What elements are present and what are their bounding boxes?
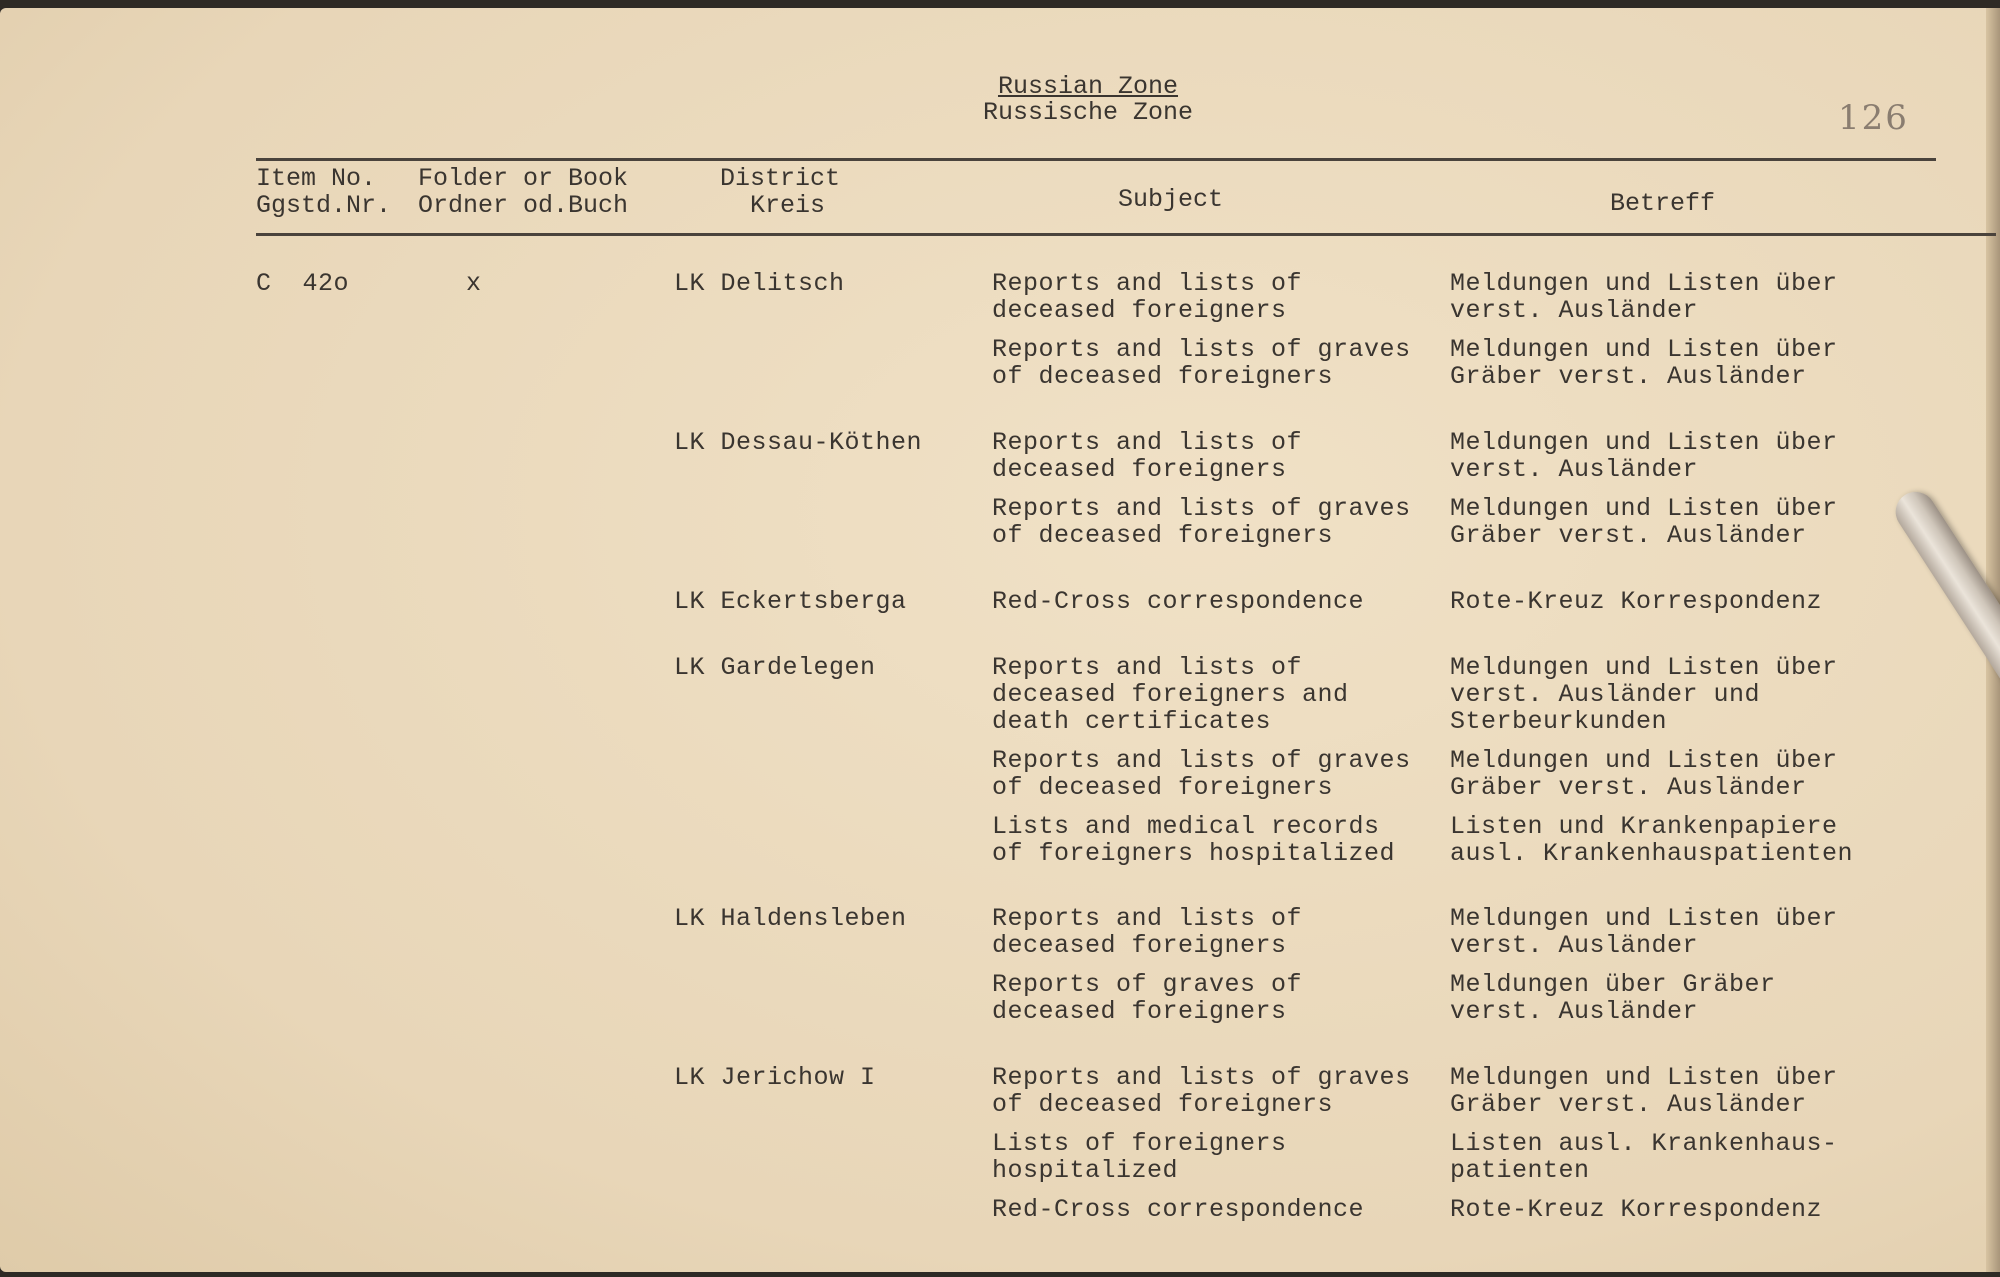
betreff-cell: Meldungen und Listen über Gräber verst. Ausländer <box>1450 494 1838 550</box>
document-page <box>0 8 2000 1272</box>
betreff-cell: Meldungen und Listen über Gräber verst. Ausländer <box>1450 335 1838 391</box>
subject-cell: Reports and lists of graves of deceased foreigners <box>992 335 1411 391</box>
zone-title-german: Russische Zone <box>982 98 1194 127</box>
betreff-cell: Meldungen und Listen über Gräber verst. Ausländer <box>1450 746 1838 802</box>
zone-title-english: Russian Zone <box>997 72 1179 101</box>
district-name: LK Delitsch <box>674 269 845 298</box>
page-number: 126 <box>1838 98 1909 138</box>
header-item-no: Item No. Ggstd.Nr. <box>256 164 392 220</box>
subject-cell: Reports and lists of deceased foreigners <box>992 428 1303 484</box>
header-bottom-rule <box>256 233 1996 236</box>
subject-cell: Red-Cross correspondence <box>992 1195 1365 1224</box>
subject-cell: Reports and lists of graves of deceased foreigners <box>992 1063 1411 1119</box>
betreff-cell: Meldungen und Listen über Gräber verst. Ausländer <box>1450 1063 1838 1119</box>
paper-clip-tool <box>1888 484 2000 824</box>
header-betreff: Betreff <box>1610 189 1716 218</box>
subject-cell: Reports and lists of graves of deceased foreigners <box>992 494 1411 550</box>
betreff-cell: Meldungen und Listen über verst. Ausländer <box>1450 428 1838 484</box>
betreff-cell: Listen ausl. Krankenhaus- patienten <box>1450 1129 1838 1185</box>
betreff-cell: Listen und Krankenpapiere ausl. Krankenhauspatienten <box>1450 812 1854 868</box>
header-subject: Subject <box>1118 185 1224 214</box>
subject-cell: Reports and lists of deceased foreigners <box>992 269 1303 325</box>
item-number: C 42o <box>256 269 350 298</box>
district-name: LK Haldensleben <box>674 904 907 933</box>
district-name: LK Gardelegen <box>674 653 876 682</box>
subject-cell: Reports and lists of deceased foreigners <box>992 904 1303 960</box>
district-name: LK Dessau-Köthen <box>674 428 923 457</box>
subject-cell: Lists of foreigners hospitalized <box>992 1129 1287 1185</box>
subject-cell: Reports and lists of deceased foreigners and death certificates <box>992 653 1349 736</box>
betreff-cell: Rote-Kreuz Korrespondenz <box>1450 587 1823 616</box>
header-district: District Kreis <box>720 164 841 220</box>
betreff-cell: Meldungen und Listen über verst. Ausländer und Sterbeurkunden <box>1450 653 1838 736</box>
betreff-cell: Rote-Kreuz Korrespondenz <box>1450 1195 1823 1224</box>
header-folder: Folder or Book Ordner od.Buch <box>418 164 629 220</box>
folder-mark: x <box>466 269 482 298</box>
district-name: LK Jerichow I <box>674 1063 876 1092</box>
betreff-cell: Meldungen über Gräber verst. Ausländer <box>1450 970 1776 1026</box>
subject-cell: Red-Cross correspondence <box>992 587 1365 616</box>
district-name: LK Eckertsberga <box>674 587 907 616</box>
betreff-cell: Meldungen und Listen über verst. Ausländer <box>1450 269 1838 325</box>
header-top-rule <box>256 158 1936 161</box>
betreff-cell: Meldungen und Listen über verst. Ausländer <box>1450 904 1838 960</box>
subject-cell: Lists and medical records of foreigners hospitalized <box>992 812 1396 868</box>
subject-cell: Reports and lists of graves of deceased foreigners <box>992 746 1411 802</box>
subject-cell: Reports of graves of deceased foreigners <box>992 970 1303 1026</box>
